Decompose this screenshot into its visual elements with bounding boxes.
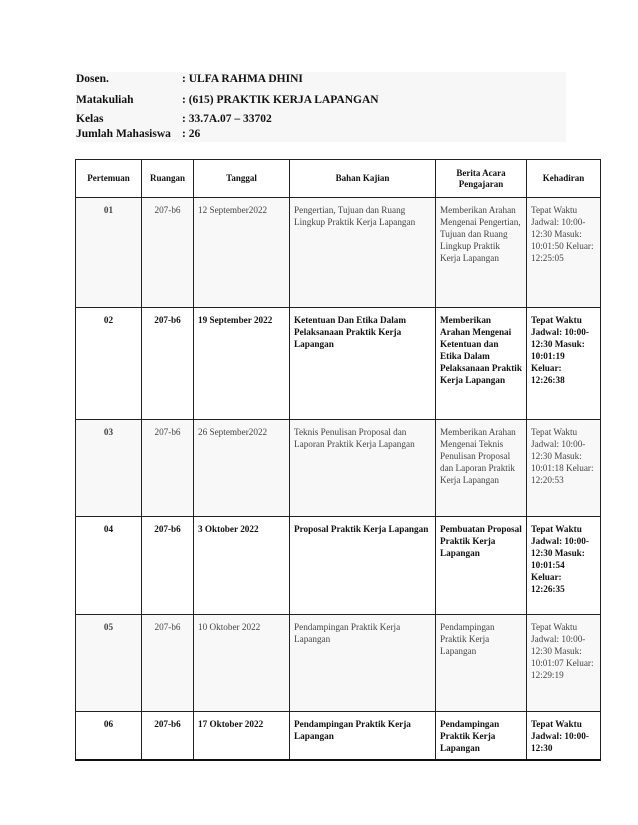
row-no: 02 xyxy=(76,308,142,420)
matakuliah-value: : (615) PRAKTIK KERJA LAPANGAN xyxy=(182,94,379,106)
row-attendance: Tepat Waktu Jadwal: 10:00-12:30 Masuk: 10:01:50 Keluar: 12:25:05 xyxy=(527,198,601,308)
row-room: 207-b6 xyxy=(142,615,194,712)
row-attendance: Tepat Waktu Jadwal: 10:00-12:30 xyxy=(527,712,601,760)
row-date: 19 September 2022 xyxy=(194,308,290,420)
col-header-berita-acara: Berita Acara Pengajaran xyxy=(436,160,527,198)
table-header-row xyxy=(76,160,601,198)
col-header-bahan-kajian: Bahan Kajian xyxy=(290,160,436,198)
kelas-label: Kelas xyxy=(76,113,104,125)
table-row xyxy=(76,517,601,615)
row-report: Pembuatan Proposal Praktik Kerja Lapangan xyxy=(436,517,527,615)
row-date: 12 September2022 xyxy=(194,198,290,308)
matakuliah-row xyxy=(76,93,566,108)
table-row xyxy=(76,198,601,308)
row-topic: Pendampingan Praktik Kerja Lapangan xyxy=(290,615,436,712)
row-date: 26 September2022 xyxy=(194,420,290,517)
row-attendance: Tepat Waktu Jadwal: 10:00-12:30 Masuk: 10:01:07 Keluar: 12:29:19 xyxy=(527,615,601,712)
kelas-value: : 33.7A.07 – 33702 xyxy=(182,113,272,125)
col-header-tanggal: Tanggal xyxy=(194,160,290,198)
row-report: Pendampingan Praktik Kerja Lapangan xyxy=(436,615,527,712)
row-no: 05 xyxy=(76,615,142,712)
row-attendance: Tepat Waktu Jadwal: 10:00-12:30 Masuk: 10:01:19 Keluar: 12:26:38 xyxy=(527,308,601,420)
row-room: 207-b6 xyxy=(142,712,194,760)
col-header-pertemuan: Pertemuan xyxy=(76,160,142,198)
table-row xyxy=(76,712,601,760)
row-report: Pendampingan Praktik Kerja Lapangan xyxy=(436,712,527,760)
row-date: 17 Oktober 2022 xyxy=(194,712,290,760)
row-no: 03 xyxy=(76,420,142,517)
row-report: Memberikan Arahan Mengenai Teknis Penulisan Proposal dan Laporan Praktik Kerja Lapangan xyxy=(436,420,527,517)
attendance-table xyxy=(75,159,601,761)
row-date: 10 Oktober 2022 xyxy=(194,615,290,712)
dosen-value: : ULFA RAHMA DHINI xyxy=(182,73,303,85)
row-attendance: Tepat Waktu Jadwal: 10:00-12:30 Masuk: 10:01:54 Keluar: 12:26:35 xyxy=(527,517,601,615)
course-header xyxy=(76,72,566,142)
row-attendance: Tepat Waktu Jadwal: 10:00-12:30 Masuk: 10:01:18 Keluar: 12:20:53 xyxy=(527,420,601,517)
dosen-row xyxy=(76,72,566,87)
row-report: Memberikan Arahan Mengenai Ketentuan dan Etika Dalam Pelaksanaan Praktik Kerja Lapangan xyxy=(436,308,527,420)
row-topic: Proposal Praktik Kerja Lapangan xyxy=(290,517,436,615)
row-topic: Ketentuan Dan Etika Dalam Pelaksanaan Praktik Kerja Lapangan xyxy=(290,308,436,420)
row-report: Memberikan Arahan Mengenai Pengertian, Tujuan dan Ruang Lingkup Praktik Kerja Lapangan xyxy=(436,198,527,308)
row-topic: Teknis Penulisan Proposal dan Laporan Praktik Kerja Lapangan xyxy=(290,420,436,517)
dosen-label: Dosen. xyxy=(76,73,109,85)
table-row xyxy=(76,420,601,517)
row-room: 207-b6 xyxy=(142,517,194,615)
matakuliah-label: Matakuliah xyxy=(76,94,134,106)
row-topic: Pendampingan Praktik Kerja Lapangan xyxy=(290,712,436,760)
row-room: 207-b6 xyxy=(142,308,194,420)
jumlah-value: : 26 xyxy=(182,128,201,140)
row-no: 06 xyxy=(76,712,142,760)
table-row xyxy=(76,615,601,712)
col-header-ruangan: Ruangan xyxy=(142,160,194,198)
row-topic: Pengertian, Tujuan dan Ruang Lingkup Praktik Kerja Lapangan xyxy=(290,198,436,308)
row-date: 3 Oktober 2022 xyxy=(194,517,290,615)
jumlah-label: Jumlah Mahasiswa xyxy=(76,128,171,140)
col-header-kehadiran: Kehadiran xyxy=(527,160,601,198)
row-no: 04 xyxy=(76,517,142,615)
row-room: 207-b6 xyxy=(142,420,194,517)
row-no: 01 xyxy=(76,198,142,308)
kelas-row xyxy=(76,112,566,127)
jumlah-row xyxy=(76,127,566,142)
table-row xyxy=(76,308,601,420)
row-room: 207-b6 xyxy=(142,198,194,308)
